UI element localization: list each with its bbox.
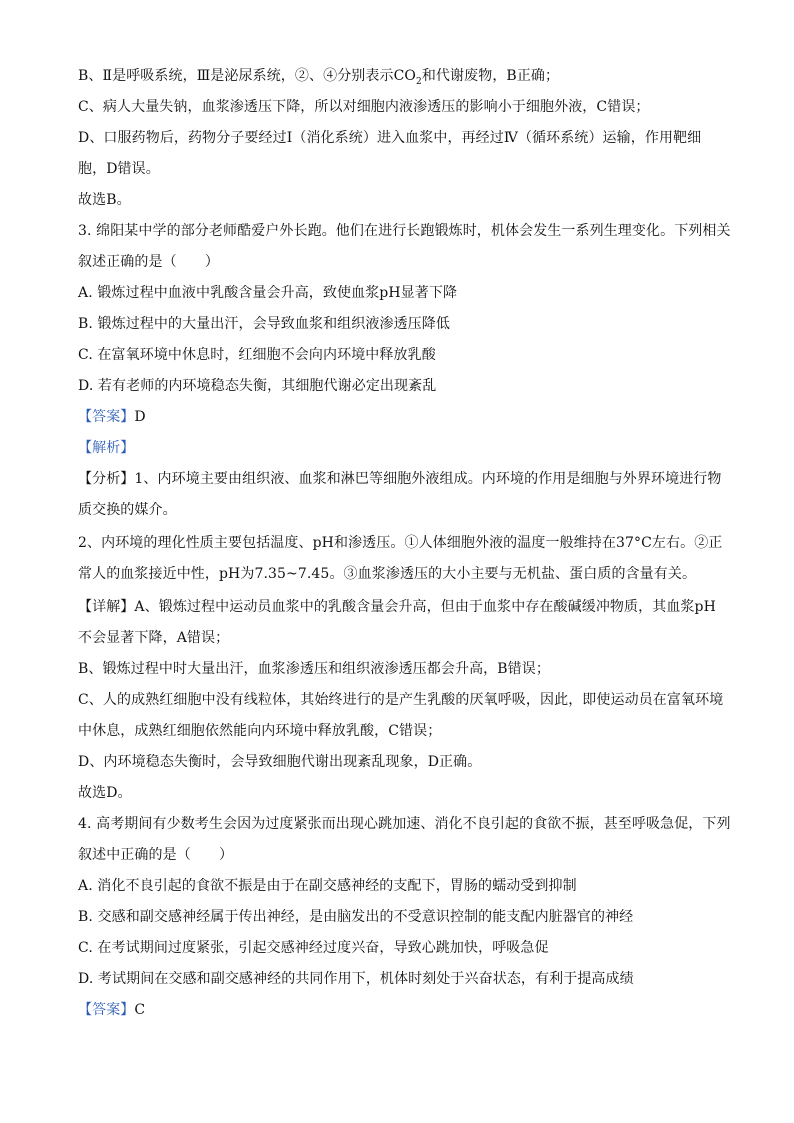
analysis-heading bbox=[78, 438, 718, 458]
text-segment: B、Ⅱ是呼吸系统，Ⅲ是泌尿系统，②、④分别表示CO bbox=[78, 68, 416, 84]
question-4-stem-2: 叙述中正确的是（ ） bbox=[78, 847, 234, 863]
question-4-option-b: B. 交感和副交感神经属于传出神经，是由脑发出的不受意识控制的能支配内脏器官的神经 bbox=[78, 909, 634, 925]
question-3-option-c: C. 在富氧环境中休息时，红细胞不会向内环境中释放乳酸 bbox=[78, 347, 436, 363]
detail-text: A、锻炼过程中运动员血浆中的乳酸含量会升高，但由于血浆中存在酸碱缓冲物质，其血浆pH bbox=[134, 599, 716, 615]
question-3-stem-1: 3. 绵阳某中学的部分老师酷爱户外长跑。他们在进行长跑锻炼时，机体会发生一系列生理变化。下列相关 bbox=[78, 223, 731, 239]
answer-value: D bbox=[134, 409, 146, 425]
answer-tag: 【答案】 bbox=[78, 1002, 135, 1018]
text-line-5: 故选B。 bbox=[78, 192, 131, 208]
question-3-stem-2: 叙述正确的是（ ） bbox=[78, 254, 219, 270]
question-3-option-d: D. 若有老师的内环境稳态失衡，其细胞代谢必定出现紊乱 bbox=[78, 378, 437, 394]
detail-line-5: 中休息，成熟红细胞依然能向内环境中释放乳酸，C错误； bbox=[78, 723, 442, 739]
subscript: 2 bbox=[416, 76, 422, 87]
detail-line-7: 故选D。 bbox=[78, 785, 132, 801]
question-4-option-c: C. 在考试期间过度紧张，引起交感神经过度兴奋，导致心跳加快，呼吸急促 bbox=[78, 940, 549, 956]
detail-line-1 bbox=[78, 597, 718, 617]
answer-tag: 【答案】 bbox=[78, 409, 135, 425]
detail-line-4: C、人的成熟红细胞中没有线粒体，其始终进行的是产生乳酸的厌氧呼吸，因此，即使运动员在富氧环境 bbox=[78, 692, 724, 708]
text-line-2: C、病人大量失钠，血浆渗透压下降，所以对细胞内液渗透压的影响小于细胞外液，C错误； bbox=[78, 99, 650, 115]
text-line-3: D、口服药物后，药物分子要经过Ⅰ（消化系统）进入血浆中，再经过Ⅳ（循环系统）运输，作用靶细 bbox=[78, 130, 702, 146]
analysis-tag: 【解析】 bbox=[78, 440, 135, 456]
question-3-option-b: B. 锻炼过程中的大量出汗，会导致血浆和组织液渗透压降低 bbox=[78, 316, 450, 332]
analysis-line-1 bbox=[78, 469, 722, 489]
text-segment: 和代谢废物，B正确； bbox=[421, 68, 560, 84]
question-4-option-a: A. 消化不良引起的食欲不振是由于在副交感神经的支配下，胃肠的蠕动受到抑制 bbox=[78, 878, 577, 894]
analysis-text: 1、内环境主要由组织液、血浆和淋巴等细胞外液组成。内环境的作用是细胞与外界环境进行物 bbox=[134, 471, 722, 487]
question-3-option-a: A. 锻炼过程中血液中乳酸含量会升高，致使血浆pH显著下降 bbox=[78, 285, 458, 301]
analysis-line-2: 质交换的媒介。 bbox=[78, 502, 177, 518]
answer-value: C bbox=[134, 1002, 146, 1018]
question-4-option-d: D. 考试期间在交感和副交感神经的共同作用下，机体时刻处于兴奋状态，有利于提高成绩 bbox=[78, 971, 634, 987]
answer-line-3 bbox=[78, 407, 718, 427]
analysis-line-4: 常人的血浆接近中性，pH为7.35~7.45。③血浆渗透压的大小主要与无机盐、蛋白质的含量有关。 bbox=[78, 566, 697, 582]
detail-tag: 【详解】 bbox=[78, 599, 135, 615]
analysis-sub-tag: 【分析】 bbox=[78, 471, 135, 487]
question-4-stem-1: 4. 高考期间有少数考生会因为过度紧张而出现心跳加速、消化不良引起的食欲不振，甚至呼吸急促，下列 bbox=[78, 816, 731, 832]
answer-line-4 bbox=[78, 1000, 718, 1020]
detail-line-3: B、锻炼过程中时大量出汗，血浆渗透压和组织液渗透压都会升高，B错误； bbox=[78, 661, 550, 677]
text-line-4: 胞，D错误。 bbox=[78, 161, 160, 177]
analysis-line-3: 2、内环境的理化性质主要包括温度、pH和渗透压。①人体细胞外液的温度一般维持在37°C左右。②正 bbox=[78, 535, 723, 551]
detail-line-2: 不会显著下降，A错误； bbox=[78, 630, 230, 646]
detail-line-6: D、内环境稳态失衡时，会导致细胞代谢出现紊乱现象，D正确。 bbox=[78, 754, 482, 770]
text-line-1 bbox=[78, 66, 718, 86]
